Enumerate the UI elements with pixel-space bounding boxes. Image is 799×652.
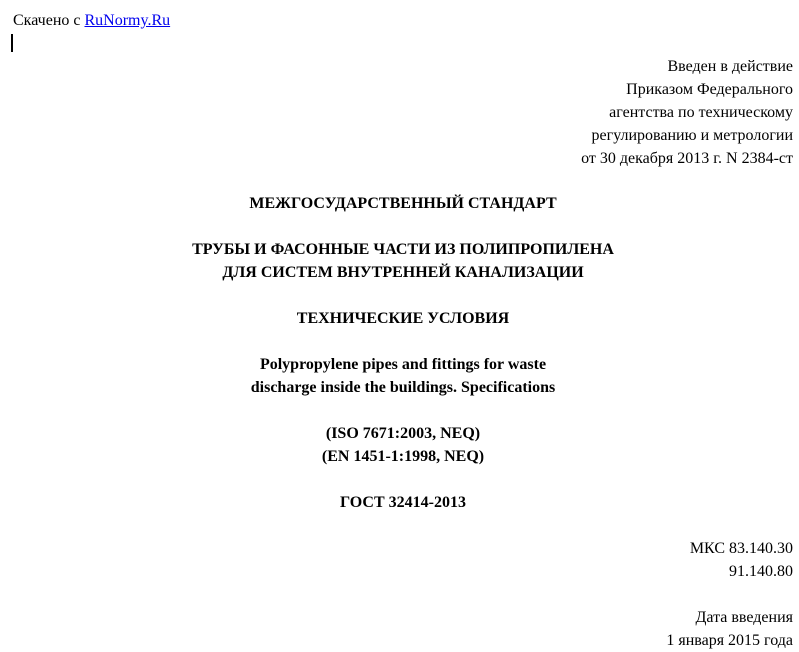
mks-classification [690, 537, 793, 583]
approval-line: Приказом Федерального [626, 81, 793, 98]
iso-reference: (ISO 7671:2003, NEQ) [325, 425, 481, 442]
standard-type-heading: МЕЖГОСУДАРСТВЕННЫЙ СТАНДАРТ [249, 195, 557, 212]
title-ru-line: ДЛЯ СИСТЕМ ВНУТРЕННЕЙ КАНАЛИЗАЦИИ [222, 264, 584, 281]
standard-title-en [0, 353, 799, 399]
en-reference: (EN 1451-1:1998, NEQ) [321, 448, 485, 465]
mks-line: МКС 83.140.30 [689, 540, 793, 557]
introduction-date: 1 января 2015 года [666, 632, 793, 649]
approval-block [581, 55, 793, 170]
downloaded-prefix: Скачено с [13, 12, 81, 29]
approval-line: от 30 декабря 2013 г. N 2384-ст [581, 150, 793, 167]
introduction-label: Дата введения [695, 609, 793, 626]
gost-number: ГОСТ 32414-2013 [340, 494, 466, 511]
source-line [13, 9, 170, 32]
source-link[interactable]: RuNormy.Ru [84, 12, 171, 29]
reference-standards [0, 422, 799, 468]
title-ru-line: ТРУБЫ И ФАСОННЫЕ ЧАСТИ ИЗ ПОЛИПРОПИЛЕНА [192, 241, 614, 258]
introduction-date-block [666, 606, 793, 652]
standard-title-ru [0, 238, 799, 284]
approval-line: регулированию и метрологии [591, 127, 793, 144]
mks-line: 91.140.80 [729, 563, 793, 580]
title-en-line: discharge inside the buildings. Specifications [250, 379, 556, 396]
approval-line: Введен в действие [667, 58, 793, 75]
text-cursor [11, 34, 13, 52]
title-en-line: Polypropylene pipes and fittings for waste [259, 356, 547, 373]
approval-line: агентства по техническому [609, 104, 793, 121]
subtitle-ru: ТЕХНИЧЕСКИЕ УСЛОВИЯ [296, 310, 510, 327]
